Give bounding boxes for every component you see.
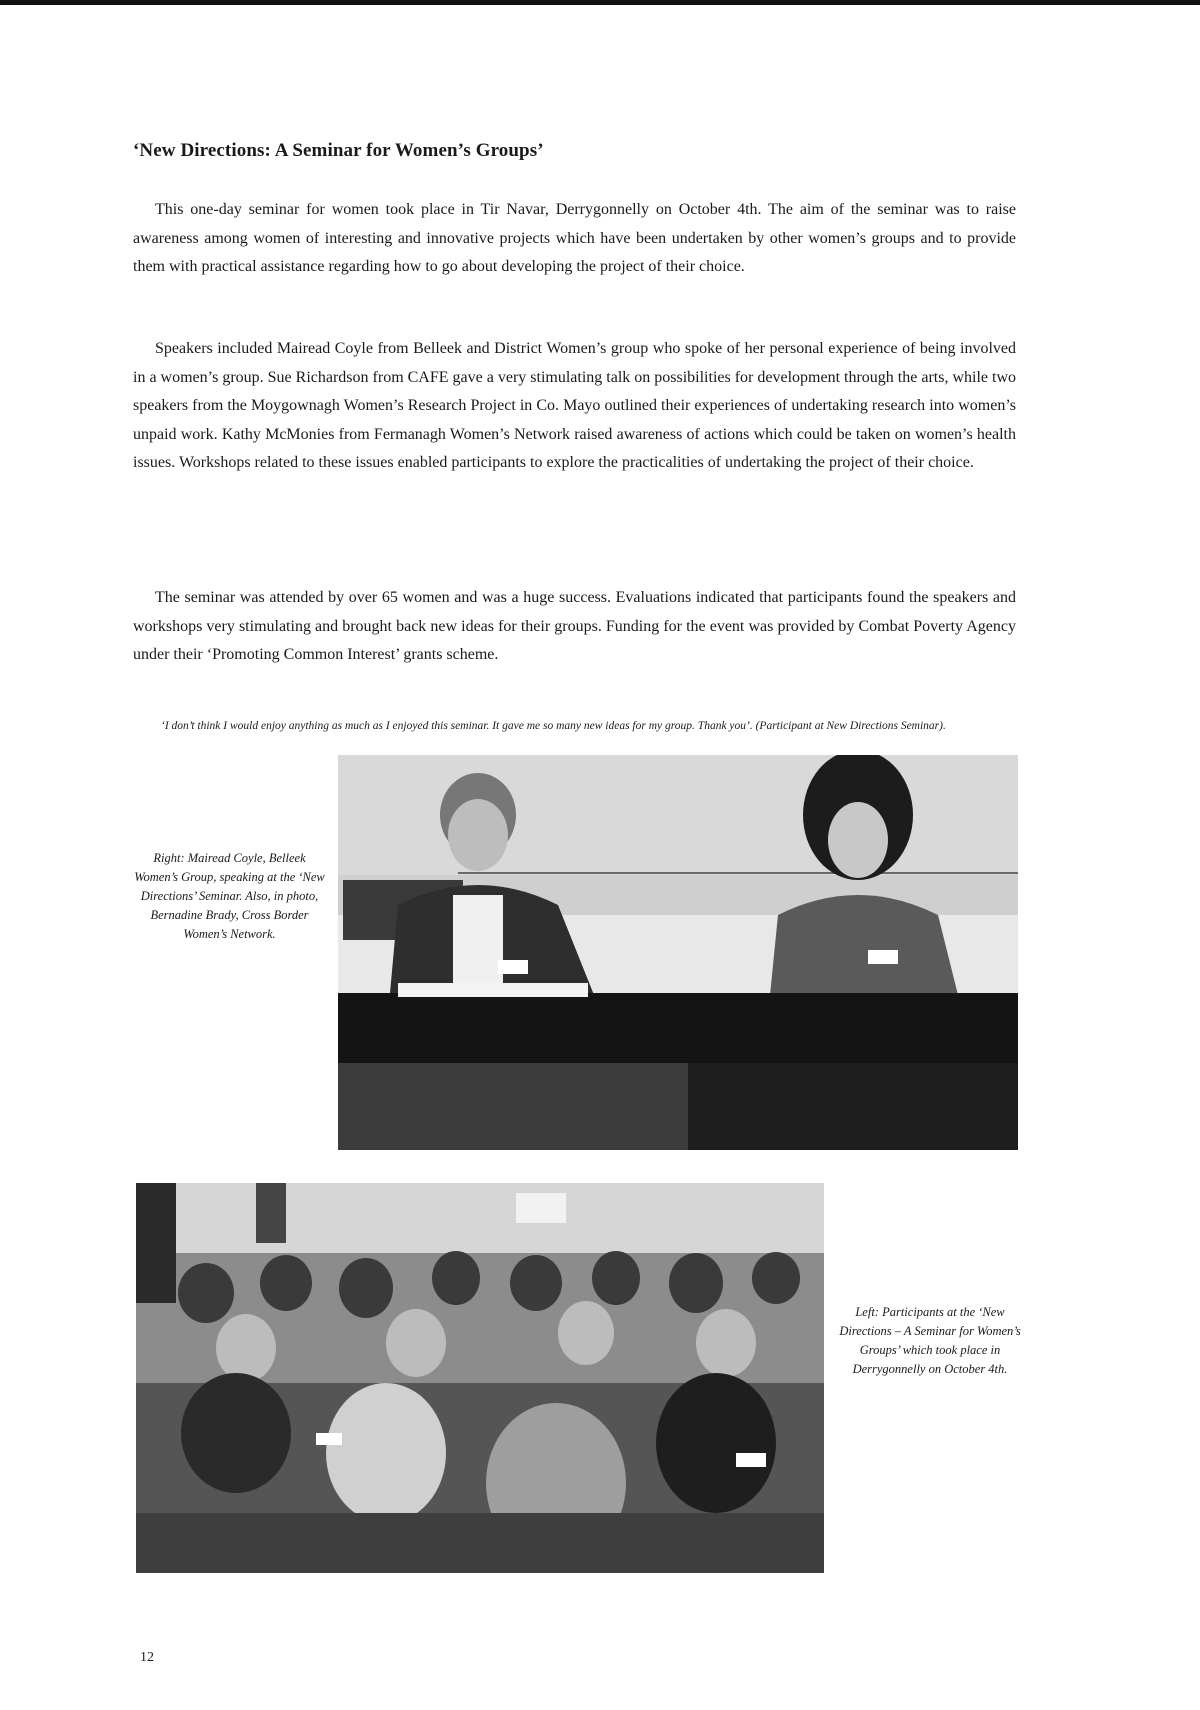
participant-quote: ‘I don’t think I would enjoy anything as much as I enjoyed this seminar. It gave me so many new ideas for my group. Thank you’. (Participant at New Directions Seminar). — [161, 720, 946, 732]
article-paragraph-2: Speakers included Mairead Coyle from Belleek and District Women’s group who spoke of her personal experience of being involved in a women’s group. Sue Richardson from CAFE gave a very stimulating talk on possibilities for development through the arts, while two speakers from the Moygownagh Women’s Research Project in Co. Mayo outlined their experiences of undertaking research into women’s unpaid work. Kathy McMonies from Fermanagh Women’s Network raised awareness of actions which could be taken on women’s health issues. Workshops related to these issues enabled participants to explore the practicalities of undertaking the project of their choice. — [133, 340, 1016, 471]
audience-photo — [136, 1183, 824, 1573]
page-number: 12 — [140, 1650, 154, 1665]
article-title: ‘New Directions: A Seminar for Women’s Groups’ — [133, 140, 544, 161]
speakers-photo-image — [338, 755, 1018, 1150]
article-paragraph-3: The seminar was attended by over 65 women and was a huge success. Evaluations indicated that participants found the speakers and workshops very stimulating and brought back new ideas for their groups. Funding for the event was provided by Combat Poverty Agency under their ‘Promoting Common Interest’ grants scheme. — [133, 589, 1016, 663]
article-paragraph-1: This one-day seminar for women took place in Tir Navar, Derrygonnelly on October 4th. The aim of the seminar was to raise awareness among women of interesting and innovative projects which have been undertaken by other women’s groups and to provide them with practical assistance regarding how to go about developing the project of their choice. — [133, 201, 1016, 275]
audience-photo-caption: Left: Participants at the ‘New Directions – A Seminar for Women’s Groups’ which took place in Derrygonnelly on October 4th. — [839, 1305, 1021, 1376]
speakers-photo — [338, 755, 1018, 1150]
audience-photo-image — [136, 1183, 824, 1573]
speakers-photo-caption: Right: Mairead Coyle, Belleek Women’s Group, speaking at the ‘New Directions’ Seminar. Also, in photo, Bernadine Brady, Cross Border Women’s Network. — [134, 851, 325, 941]
